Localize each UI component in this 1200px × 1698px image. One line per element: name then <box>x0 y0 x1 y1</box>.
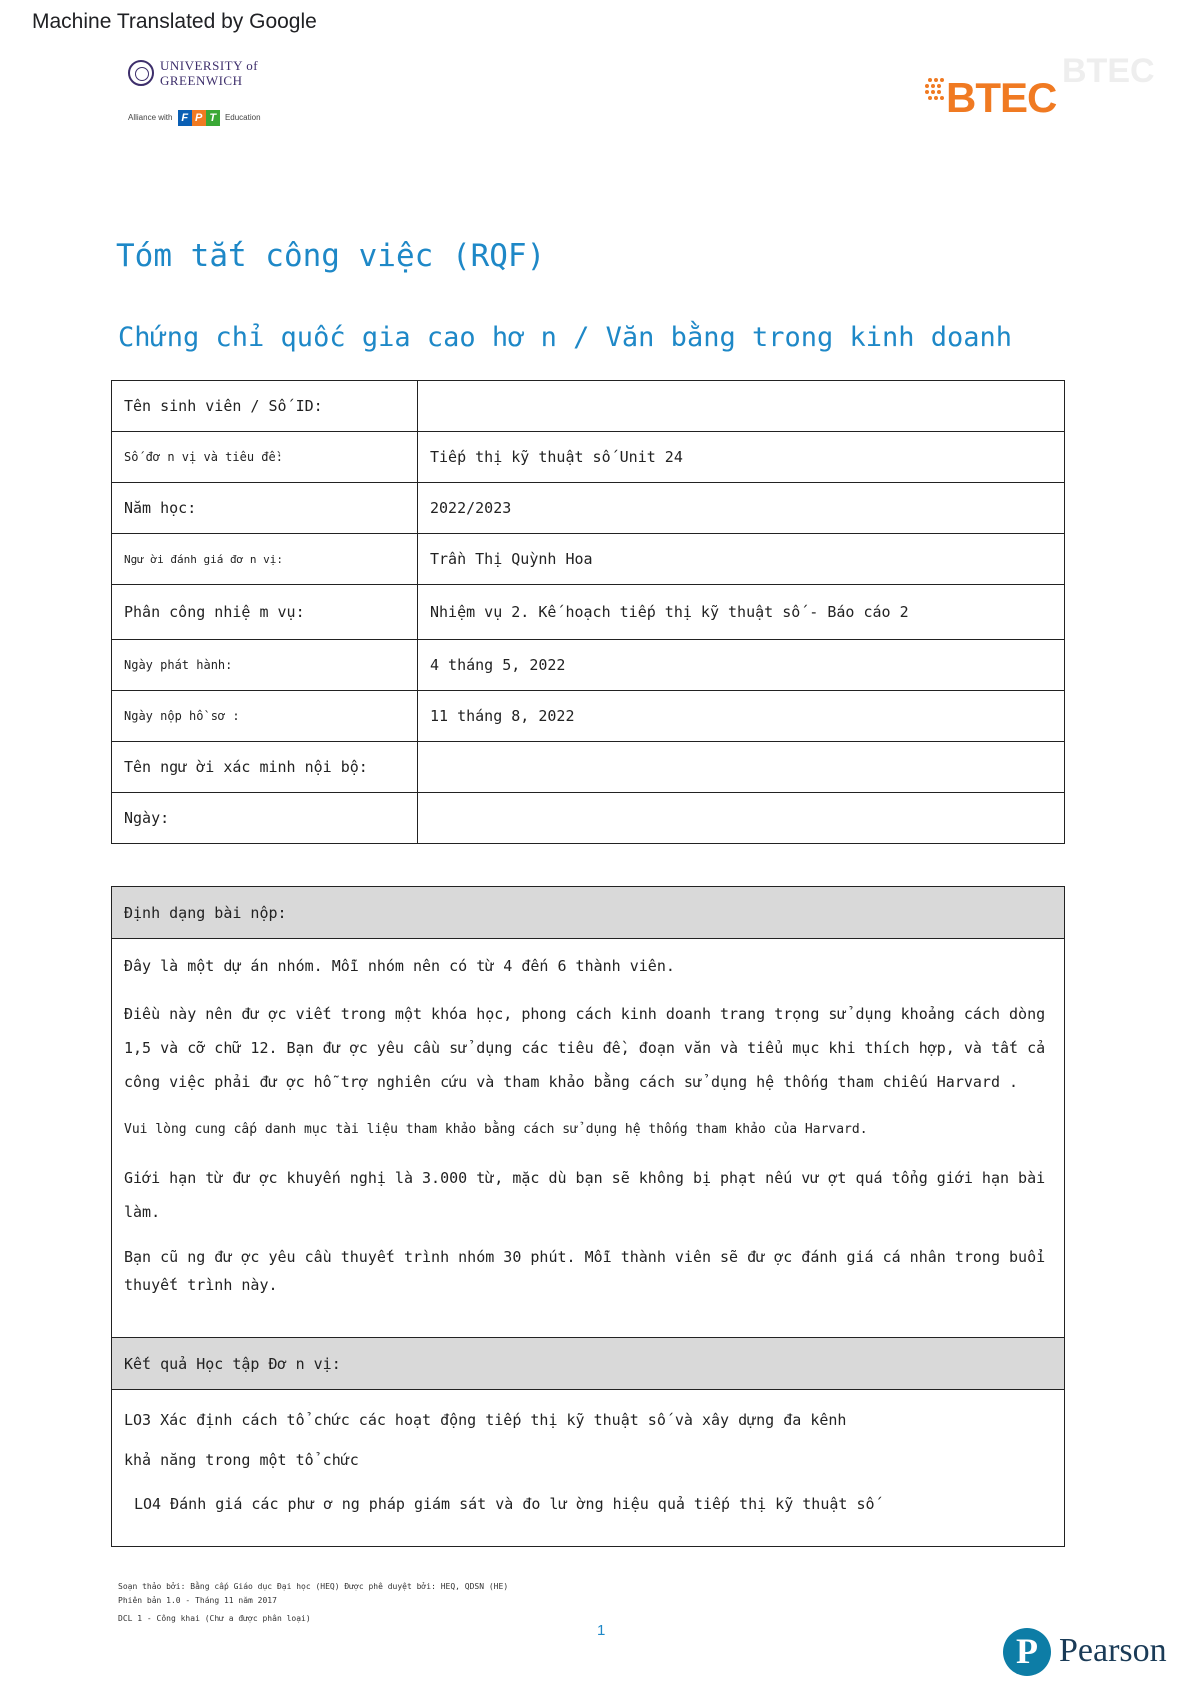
info-value: 11 tháng 8, 2022 <box>418 691 1065 742</box>
learning-outcomes-header: Kết quả Học tập Đơ n vị: <box>112 1338 1065 1390</box>
learning-outcome-lo3-cont: khả năng trong một tổ chức <box>124 1451 359 1469</box>
pearson-p-icon: P <box>1003 1628 1051 1676</box>
table-row <box>112 742 1065 793</box>
fpt-letter-f: F <box>178 110 192 126</box>
submission-paragraph: Bạn cũ ng đư ợc yêu cầu thuyết trình nhóm 30 phút. Mỗi thành viên sẽ đư ợc đánh giá cá nhân trong buổi thuyết trình này. <box>124 1248 1046 1294</box>
table-row <box>112 432 1065 483</box>
info-value: 2022/2023 <box>418 483 1065 534</box>
table-row <box>112 534 1065 585</box>
submission-paragraph: Giới hạn từ đư ợc khuyến nghị là 3.000 từ, mặc dù bạn sẽ không bị phạt nếu vư ợt quá tổng giới hạn bài làm. <box>124 1169 1046 1221</box>
info-value <box>418 793 1065 844</box>
education-text: Education <box>224 113 261 123</box>
university-line2: GREENWICH <box>160 73 243 88</box>
table-row <box>112 381 1065 432</box>
table-row <box>112 691 1065 742</box>
btec-ghost-text: BTEC <box>1062 52 1155 90</box>
assignment-info-table <box>111 380 1065 844</box>
info-value <box>418 742 1065 793</box>
alliance-text: Alliance with <box>128 113 173 123</box>
table-row <box>112 585 1065 640</box>
info-value: Nhiệm vụ 2. Kế hoạch tiếp thị kỹ thuật số - Báo cáo 2 <box>418 585 1065 640</box>
greenwich-crest-icon <box>128 60 154 86</box>
info-value: Trần Thị Quỳnh Hoa <box>418 534 1065 585</box>
fpt-letter-t: T <box>206 110 220 126</box>
table-row <box>112 640 1065 691</box>
info-label: Ngày: <box>112 793 418 844</box>
fpt-logo <box>178 110 220 126</box>
page-title: Tóm tắt công việc (RQF) <box>116 238 546 274</box>
learning-outcomes-body <box>112 1390 1065 1547</box>
table-row <box>112 1390 1065 1547</box>
info-label: Tên ngư ời xác minh nội bộ: <box>112 742 418 793</box>
submission-format-body <box>112 939 1065 1338</box>
info-label: Ngư ời đánh giá đơ n vị: <box>112 534 418 585</box>
submission-paragraph: Điều này nên đư ợc viết trong một khóa học, phong cách kinh doanh trang trọng sử dụng khoảng cách dòng 1,5 và cỡ chữ 12. Bạn đư ợc yêu cầu sử dụng các tiêu đề, đoạn văn và tiểu mục khi thích hợp, và tất cả công việc phải đư ợc hỗ trợ nghiên cứu và tham khảo bằng cách sử dụng hệ thống tham chiếu Harvard . <box>124 1005 1046 1091</box>
info-label: Tên sinh viên / Số ID: <box>112 381 418 432</box>
submission-paragraph: Đây là một dự án nhóm. Mỗi nhóm nên có từ 4 đến 6 thành viên. <box>124 957 675 975</box>
info-label: Ngày phát hành: <box>112 640 418 691</box>
fpt-letter-p: P <box>192 110 206 126</box>
learning-outcome-lo4: LO4 Đánh giá các phư ơ ng pháp giám sát và đo lư ờng hiệu quả tiếp thị kỹ thuật số <box>134 1495 875 1513</box>
info-label: Ngày nộp hồ sơ : <box>112 691 418 742</box>
footer-line-3: DCL 1 - Công khai (Chư a được phân loại) <box>118 1614 311 1623</box>
learning-outcome-lo3: LO3 Xác định cách tổ chức các hoạt động tiếp thị kỹ thuật số và xây dựng đa kênh <box>124 1411 847 1429</box>
submission-paragraph: Vui lòng cung cấp danh mục tài liệu tham khảo bằng cách sử dụng hệ thống tham khảo của Harvard. <box>124 1122 868 1137</box>
submission-format-header: Định dạng bài nộp: <box>112 887 1065 939</box>
table-row <box>112 483 1065 534</box>
page-subtitle: Chứng chỉ quốc gia cao hơ n / Văn bằng trong kinh doanh <box>118 322 1013 353</box>
alliance-line <box>128 110 261 126</box>
info-label: Số đơ n vị và tiêu đề: <box>112 432 418 483</box>
btec-wordmark: BTEC <box>946 74 1057 121</box>
table-row <box>112 793 1065 844</box>
university-line1: UNIVERSITY of <box>160 58 259 73</box>
submission-table <box>111 886 1065 1547</box>
table-row <box>112 887 1065 939</box>
info-value: Tiếp thị kỹ thuật số Unit 24 <box>418 432 1065 483</box>
footer-line-2: Phiên bản 1.0 - Tháng 11 năm 2017 <box>118 1596 277 1605</box>
pearson-logo <box>1003 1628 1193 1680</box>
btec-logo <box>922 52 1172 122</box>
pearson-wordmark: Pearson <box>1059 1632 1167 1669</box>
footer-line-1: Soạn thảo bởi: Bằng cấp Giáo dục Đại học (HEQ) Được phê duyệt bởi: HEQ, QDSN (HE) <box>118 1582 509 1591</box>
machine-translated-label: Machine Translated by Google <box>32 10 317 33</box>
info-value <box>418 381 1065 432</box>
university-of-greenwich-logo <box>128 58 288 128</box>
info-label: Phân công nhiệ m vụ: <box>112 585 418 640</box>
page-number: 1 <box>597 1622 606 1639</box>
info-value: 4 tháng 5, 2022 <box>418 640 1065 691</box>
table-row <box>112 939 1065 1338</box>
table-row <box>112 1338 1065 1390</box>
info-label: Năm học: <box>112 483 418 534</box>
